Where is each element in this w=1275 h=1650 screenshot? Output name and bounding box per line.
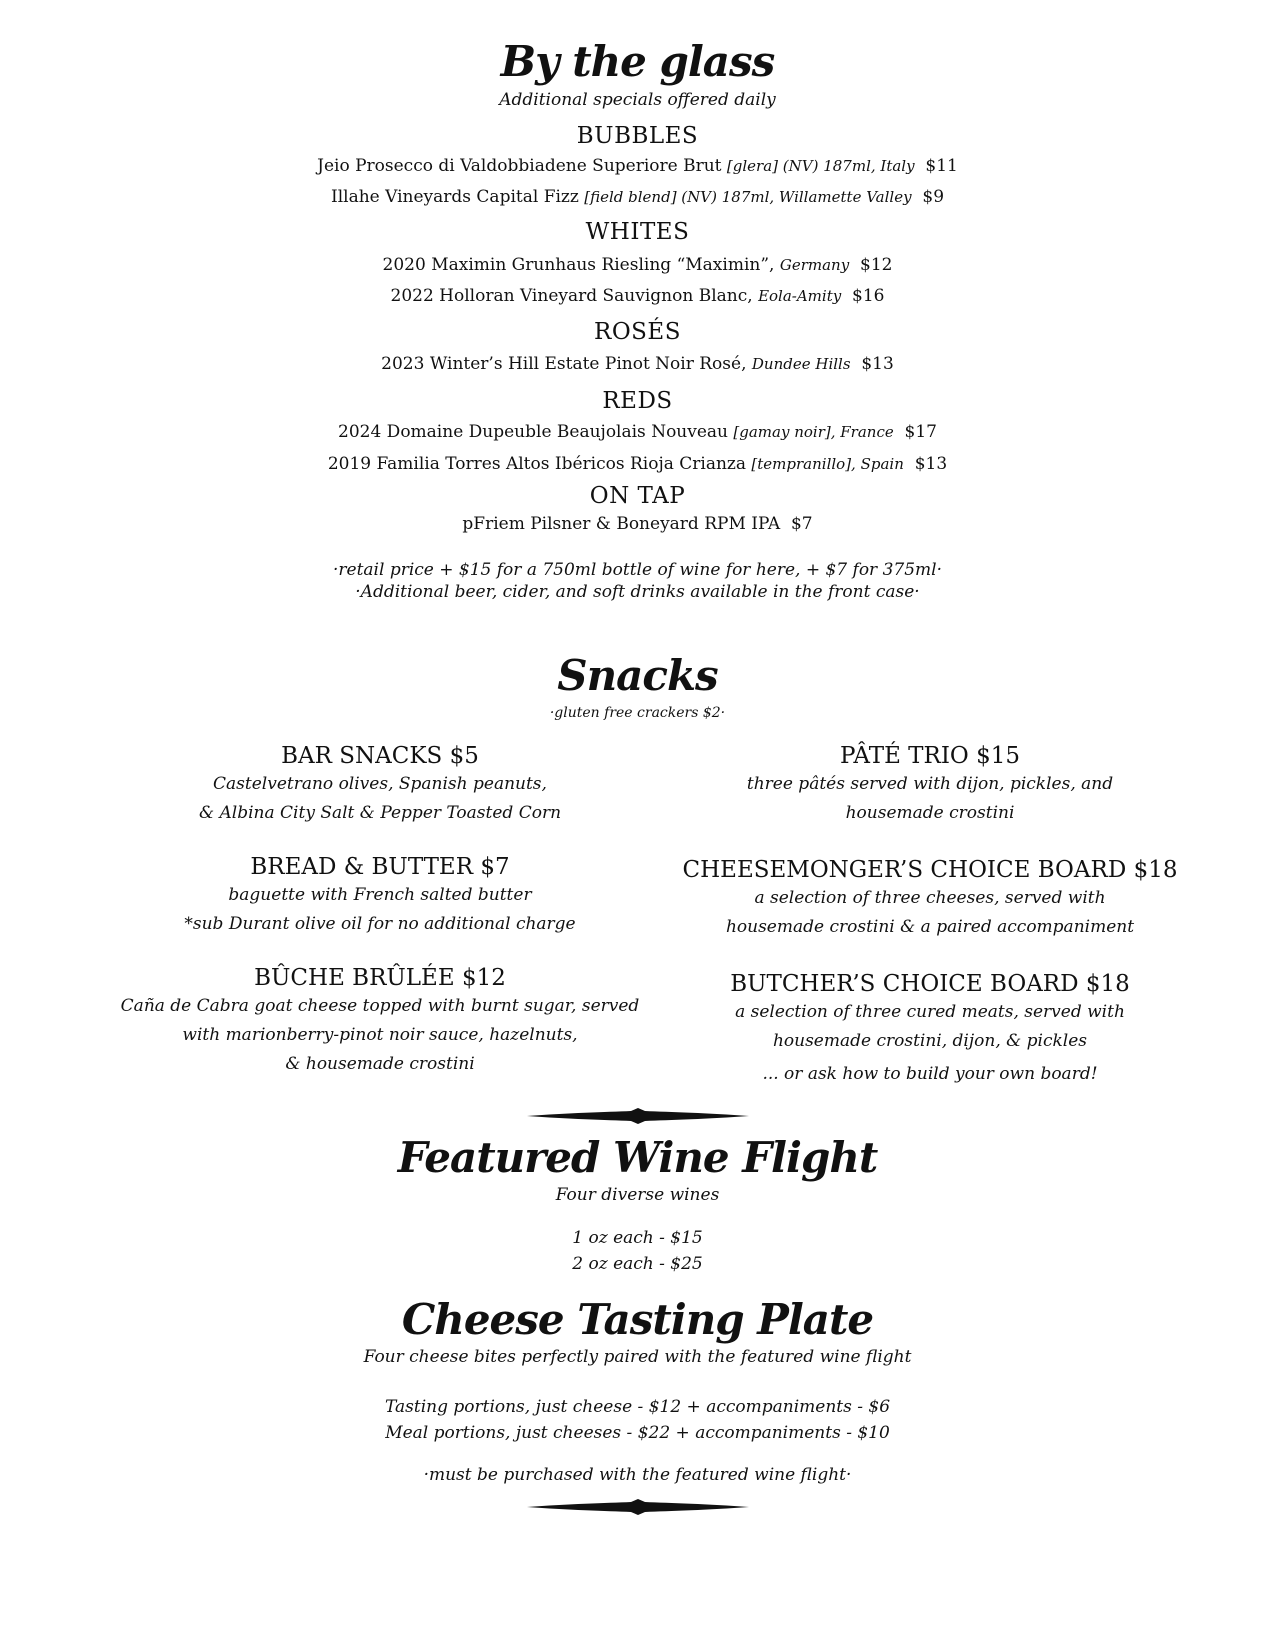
bubbles-heading: BUBBLES bbox=[576, 123, 699, 149]
snack-desc: & housemade crostini bbox=[285, 1054, 475, 1074]
flight-price-2oz: 2 oz each - $25 bbox=[572, 1254, 703, 1274]
snack-desc: a selection of three cured meats, served with bbox=[735, 1002, 1125, 1022]
purchase-note: ·must be purchased with the featured wine flight· bbox=[423, 1465, 852, 1485]
cheese-plate-subtitle: Four cheese bites perfectly paired with the featured wine flight bbox=[363, 1347, 912, 1367]
snack-buche-brulee bbox=[100, 964, 660, 1079]
roses-heading: ROSÉS bbox=[594, 319, 681, 345]
cheese-tasting-plate-title: Cheese Tasting Plate bbox=[401, 1295, 874, 1344]
snack-desc: housemade crostini, dijon, & pickles bbox=[772, 1031, 1088, 1051]
featured-wine-flight-title: Featured Wine Flight bbox=[397, 1133, 878, 1182]
snack-title: BAR SNACKS $5 bbox=[281, 743, 479, 769]
build-your-own-note: ... or ask how to build your own board! bbox=[762, 1064, 1098, 1084]
snack-desc: three pâtés served with dijon, pickles, and bbox=[746, 774, 1114, 794]
retail-note: ·retail price + $15 for a 750ml bottle of wine for here, + $7 for 375ml· bbox=[333, 560, 942, 580]
whites-heading: WHITES bbox=[585, 219, 690, 245]
snack-desc: & Albina City Salt & Pepper Toasted Corn bbox=[198, 803, 562, 823]
snack-cheesemonger-board bbox=[640, 856, 1220, 942]
wine-line: 2019 Familia Torres Altos Ibéricos Rioja Crianza [tempranillo], Spain $13 bbox=[327, 454, 948, 474]
wine-line: 2024 Domaine Dupeuble Beaujolais Nouveau [gamay noir], France $17 bbox=[338, 422, 937, 442]
tap-line: pFriem Pilsner & Boneyard RPM IPA $7 bbox=[462, 514, 813, 534]
wine-line: 2022 Holloran Vineyard Sauvignon Blanc, Eola-Amity $16 bbox=[390, 286, 885, 306]
snack-desc: housemade crostini bbox=[845, 803, 1015, 823]
snack-bread-butter bbox=[100, 853, 660, 939]
snack-title: BREAD & BUTTER $7 bbox=[250, 854, 510, 880]
snack-desc: baguette with French salted butter bbox=[228, 885, 532, 905]
wine-line: Jeio Prosecco di Valdobbiadene Superiore Brut [glera] (NV) 187ml, Italy $11 bbox=[317, 156, 958, 176]
snack-pate-trio bbox=[640, 742, 1220, 828]
flight-price-1oz: 1 oz each - $15 bbox=[572, 1228, 703, 1248]
by-the-glass-title: By the glass bbox=[500, 37, 775, 86]
snack-butcher-board bbox=[640, 970, 1220, 1056]
snack-bar-snacks bbox=[100, 742, 660, 828]
snack-title: BÛCHE BRÛLÉE $12 bbox=[254, 965, 506, 991]
wine-line: 2023 Winter’s Hill Estate Pinot Noir Rosé, Dundee Hills $13 bbox=[381, 354, 894, 374]
flight-subtitle: Four diverse wines bbox=[555, 1185, 720, 1205]
on-tap-heading: ON TAP bbox=[589, 483, 686, 509]
ornamental-divider bbox=[527, 1499, 749, 1515]
additional-drinks-note: ·Additional beer, cider, and soft drinks available in the front case· bbox=[355, 582, 920, 602]
snack-desc: Castelvetrano olives, Spanish peanuts, bbox=[213, 774, 547, 794]
wine-line: 2020 Maximin Grunhaus Riesling “Maximin”, Germany $12 bbox=[382, 255, 893, 275]
meal-portions: Meal portions, just cheeses - $22 + accompaniments - $10 bbox=[385, 1423, 890, 1443]
by-the-glass-subtitle: Additional specials offered daily bbox=[499, 90, 776, 110]
snack-desc: Caña de Cabra goat cheese topped with burnt sugar, served bbox=[120, 996, 640, 1016]
wine-line: Illahe Vineyards Capital Fizz [field blend] (NV) 187ml, Willamette Valley $9 bbox=[330, 187, 945, 207]
snack-desc: with marionberry-pinot noir sauce, hazelnuts, bbox=[182, 1025, 578, 1045]
snack-desc: a selection of three cheeses, served with bbox=[754, 888, 1106, 908]
snack-title: CHEESEMONGER’S CHOICE BOARD $18 bbox=[682, 857, 1178, 883]
snacks-title: Snacks bbox=[557, 651, 718, 700]
snack-title: PÂTÉ TRIO $15 bbox=[840, 743, 1020, 769]
tasting-portions: Tasting portions, just cheese - $12 + accompaniments - $6 bbox=[384, 1397, 891, 1417]
ornamental-divider bbox=[527, 1108, 749, 1124]
snack-title: BUTCHER’S CHOICE BOARD $18 bbox=[730, 971, 1130, 997]
reds-heading: REDS bbox=[602, 388, 673, 414]
snack-desc: *sub Durant olive oil for no additional charge bbox=[184, 914, 576, 934]
snack-desc: housemade crostini & a paired accompaniment bbox=[725, 917, 1135, 937]
gluten-free-note: ·gluten free crackers $2· bbox=[549, 705, 726, 721]
